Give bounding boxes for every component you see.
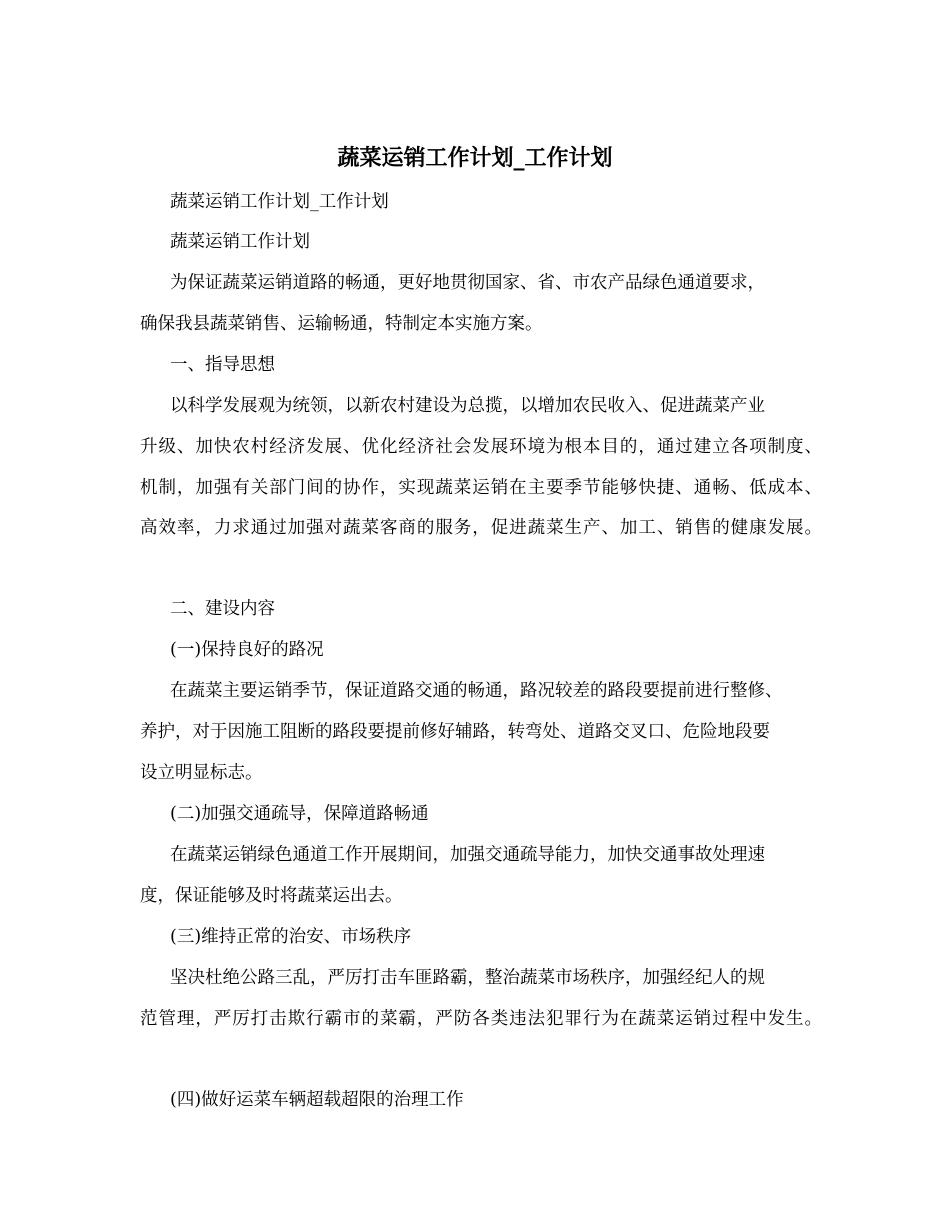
text-line: 在蔬菜主要运销季节，保证道路交通的畅通，路况较差的路段要提前进行整修、	[170, 681, 783, 701]
text-line: 坚决杜绝公路三乱，严厉打击车匪路霸，整治蔬菜市场秩序，加强经纪人的规	[170, 968, 765, 988]
document-title: 蔬菜运销工作计划_工作计划	[337, 145, 613, 171]
text-line: 范管理，严厉打击欺行霸市的菜霸，严防各类违法犯罪行为在蔬菜运销过程中发生。	[140, 1009, 822, 1029]
text-line: 养护，对于因施工阻断的路段要提前修好辅路，转弯处、道路交叉口、危险地段要	[140, 722, 770, 742]
section-heading: 二、建设内容	[170, 599, 275, 619]
text-line: 蔬菜运销工作计划	[170, 232, 310, 252]
text-line: 升级、加快农村经济发展、优化经济社会发展环境为根本目的，通过建立各项制度、	[140, 437, 822, 457]
section-heading: 一、指导思想	[170, 355, 275, 375]
text-line: 以科学发展观为统领，以新农村建设为总揽，以增加农民收入、促进蔬菜产业	[170, 396, 765, 416]
text-line: 在蔬菜运销绿色通道工作开展期间，加强交通疏导能力，加快交通事故处理速	[170, 845, 765, 865]
text-line: 机制，加强有关部门间的协作，实现蔬菜运销在主要季节能够快捷、通畅、低成本、	[140, 478, 822, 498]
text-line: 设立明显标志。	[140, 763, 263, 783]
subsection-heading: (二)加强交通疏导，保障道路畅通	[170, 804, 429, 824]
text-line: 确保我县蔬菜销售、运输畅通，特制定本实施方案。	[140, 314, 543, 334]
text-line: 度，保证能够及时将蔬菜运出去。	[140, 886, 403, 906]
subsection-heading: (一)保持良好的路况	[170, 640, 324, 660]
text-line: 为保证蔬菜运销道路的畅通，更好地贯彻国家、省、市农产品绿色通道要求，	[170, 273, 765, 293]
subsection-heading: (四)做好运菜车辆超载超限的治理工作	[170, 1090, 464, 1110]
text-line: 高效率，力求通过加强对蔬菜客商的服务，促进蔬菜生产、加工、销售的健康发展。	[140, 518, 822, 538]
text-line: 蔬菜运销工作计划_工作计划	[170, 192, 389, 212]
subsection-heading: (三)维持正常的治安、市场秩序	[170, 927, 412, 947]
